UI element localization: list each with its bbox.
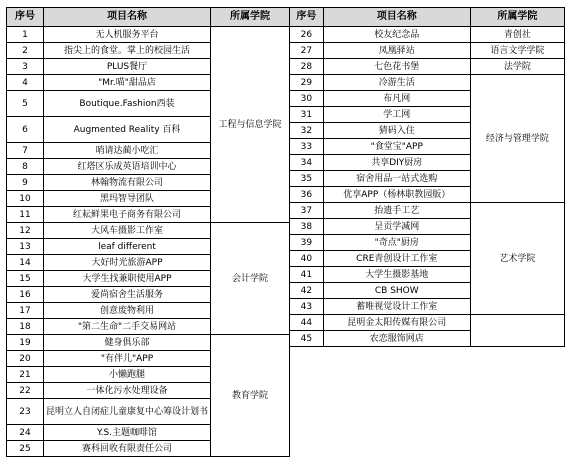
row-number: 11 <box>7 207 44 223</box>
header-college: 所属学院 <box>470 8 564 27</box>
table-row <box>290 43 565 59</box>
project-name: 农恋服饰网店 <box>323 331 470 347</box>
project-name: 校友纪念品 <box>323 27 470 43</box>
header-no: 序号 <box>290 8 324 27</box>
row-number: 24 <box>7 425 44 441</box>
project-name: 小懒跑腿 <box>44 367 211 383</box>
project-name: 抬遗手工艺 <box>323 203 470 219</box>
row-number: 7 <box>7 143 44 159</box>
row-number: 36 <box>290 187 324 203</box>
header-name: 项目名称 <box>323 8 470 27</box>
row-number: 40 <box>290 251 324 267</box>
project-name: PLUS餐厅 <box>44 59 211 75</box>
college-cell: 经济与管理学院 <box>470 75 564 203</box>
row-number: 41 <box>290 267 324 283</box>
row-number: 9 <box>7 175 44 191</box>
project-name: Augmented Reality 百科 <box>44 117 211 143</box>
project-name: 呈贡学减网 <box>323 219 470 235</box>
row-number: 37 <box>290 203 324 219</box>
row-number: 27 <box>290 43 324 59</box>
project-name: 爱尚宿舍生活服务 <box>44 287 211 303</box>
project-name: 冷游生活 <box>323 75 470 91</box>
row-number: 19 <box>7 335 44 351</box>
row-number: 5 <box>7 91 44 117</box>
project-name: "奇点"厨房 <box>323 235 470 251</box>
college-cell: 教育学院 <box>211 335 290 457</box>
college-cell <box>470 315 564 347</box>
project-name: 一体化污水处理设备 <box>44 383 211 399</box>
row-number: 2 <box>7 43 44 59</box>
row-number: 18 <box>7 319 44 335</box>
row-number: 12 <box>7 223 44 239</box>
row-number: 44 <box>290 315 324 331</box>
college-cell: 青创社 <box>470 27 564 43</box>
row-number: 23 <box>7 399 44 425</box>
project-name: leaf different <box>44 239 211 255</box>
row-number: 42 <box>290 283 324 299</box>
row-number: 45 <box>290 331 324 347</box>
project-name: 优享APP（杨林职教园版） <box>323 187 470 203</box>
row-number: 25 <box>7 441 44 457</box>
table-row <box>290 203 565 219</box>
row-number: 26 <box>290 27 324 43</box>
project-name: "食堂宝"APP <box>323 139 470 155</box>
project-name: 大学生找兼职使用APP <box>44 271 211 287</box>
table-row <box>290 27 565 43</box>
row-number: 13 <box>7 239 44 255</box>
college-cell: 工程与信息学院 <box>211 27 290 223</box>
project-name: 林翰物流有限公司 <box>44 175 211 191</box>
table-row <box>7 335 290 351</box>
row-number: 1 <box>7 27 44 43</box>
project-name: 指尖上的食堂。掌上的校园生活 <box>44 43 211 59</box>
row-number: 29 <box>290 75 324 91</box>
header-name: 项目名称 <box>44 8 211 27</box>
row-number: 15 <box>7 271 44 287</box>
header-row <box>290 8 565 27</box>
project-name: CRE青创设计工作室 <box>323 251 470 267</box>
header-no: 序号 <box>7 8 44 27</box>
row-number: 31 <box>290 107 324 123</box>
table-row <box>290 75 565 91</box>
project-name: 布凡网 <box>323 91 470 107</box>
project-name: 创意废物利用 <box>44 303 211 319</box>
project-name: 共享DIY厨房 <box>323 155 470 171</box>
row-number: 33 <box>290 139 324 155</box>
row-number: 17 <box>7 303 44 319</box>
project-name: CB SHOW <box>323 283 470 299</box>
row-number: 43 <box>290 299 324 315</box>
row-number: 21 <box>7 367 44 383</box>
row-number: 30 <box>290 91 324 107</box>
row-number: 22 <box>7 383 44 399</box>
project-name: "Mr.喵"甜品店 <box>44 75 211 91</box>
row-number: 20 <box>7 351 44 367</box>
project-name: "第二生命"二手交易网站 <box>44 319 211 335</box>
project-name: 大风车摄影工作室 <box>44 223 211 239</box>
project-name: 大学生摄影基地 <box>323 267 470 283</box>
projects-table-left <box>6 7 290 457</box>
project-name: 大好时光旅游APP <box>44 255 211 271</box>
project-name: 无人机服务平台 <box>44 27 211 43</box>
table-row <box>7 223 290 239</box>
projects-table-right <box>289 7 565 347</box>
project-name: 红耘鲜果电子商务有限公司 <box>44 207 211 223</box>
project-name: 学工网 <box>323 107 470 123</box>
college-cell: 语言文学学院 <box>470 43 564 59</box>
row-number: 6 <box>7 117 44 143</box>
header-college: 所属学院 <box>211 8 290 27</box>
project-name: Y.S.主题咖啡馆 <box>44 425 211 441</box>
table-row <box>7 27 290 43</box>
project-name: 猜码入住 <box>323 123 470 139</box>
row-number: 38 <box>290 219 324 235</box>
project-name: 昆明金太阳传媒有限公司 <box>323 315 470 331</box>
row-number: 32 <box>290 123 324 139</box>
project-name: 红塔区乐成英语培训中心 <box>44 159 211 175</box>
row-number: 16 <box>7 287 44 303</box>
project-name: 凤凰驿站 <box>323 43 470 59</box>
table-row <box>290 315 565 331</box>
project-name: 健身俱乐部 <box>44 335 211 351</box>
project-name: 昆明立人自闭症儿童康复中心筹设计划书 <box>44 399 211 425</box>
row-number: 14 <box>7 255 44 271</box>
row-number: 39 <box>290 235 324 251</box>
college-cell: 会计学院 <box>211 223 290 335</box>
header-row <box>7 8 290 27</box>
project-name: 黑玛智导团队 <box>44 191 211 207</box>
project-name: 七色花书堡 <box>323 59 470 75</box>
row-number: 35 <box>290 171 324 187</box>
project-name: 赛科回收有限责任公司 <box>44 441 211 457</box>
college-cell: 艺术学院 <box>470 203 564 315</box>
project-name: 哨请达蔺小吃汇 <box>44 143 211 159</box>
row-number: 34 <box>290 155 324 171</box>
row-number: 28 <box>290 59 324 75</box>
table-row <box>290 59 565 75</box>
project-name: 宿舍用品一站式选购 <box>323 171 470 187</box>
row-number: 4 <box>7 75 44 91</box>
row-number: 8 <box>7 159 44 175</box>
row-number: 10 <box>7 191 44 207</box>
project-name: Boutique.Fashion西装 <box>44 91 211 117</box>
row-number: 3 <box>7 59 44 75</box>
college-cell: 法学院 <box>470 59 564 75</box>
project-name: 蓄唯视觉设计工作室 <box>323 299 470 315</box>
project-name: "有伴儿"APP <box>44 351 211 367</box>
